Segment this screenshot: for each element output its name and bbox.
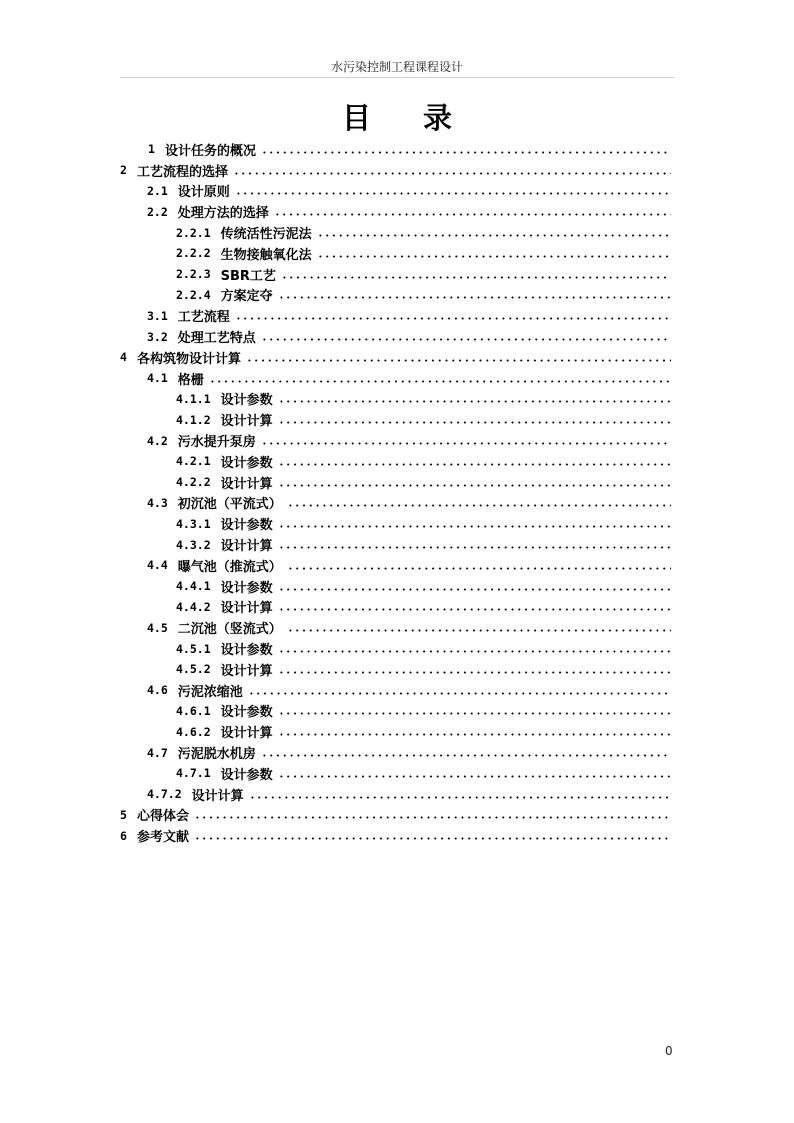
- toc-dot-leader: [287, 504, 671, 507]
- toc-entry-title: 二沉池（竖流式）: [177, 622, 282, 638]
- toc-entry[interactable]: [120, 721, 671, 742]
- toc-entry-title: 设计参数: [220, 455, 273, 471]
- toc-entry-title: 设计计算: [220, 726, 273, 742]
- toc-entry-title: 曝气池（推流式）: [177, 559, 282, 575]
- toc-entry-title: 设计参数: [220, 580, 273, 596]
- toc-entry-title: SBR工艺: [220, 268, 276, 284]
- toc-entry-number: 2.2.4: [176, 287, 211, 302]
- toc-entry-number: 4.3.2: [176, 537, 211, 552]
- toc-entry[interactable]: [120, 784, 671, 805]
- toc-entry-number: 4.1: [147, 371, 168, 386]
- toc-entry-number: 4.4.2: [176, 599, 211, 614]
- toc-entry[interactable]: [120, 576, 671, 597]
- toc-entry-number: 4.7.1: [176, 766, 211, 781]
- toc-entry-number: 4.3.1: [176, 516, 211, 531]
- toc-entry-title: 污泥脱水机房: [177, 747, 256, 762]
- toc-entry-title: 初沉池（平流式）: [177, 497, 282, 513]
- toc-entry-number: 4.2.2: [176, 475, 211, 490]
- toc-entry-number: 2.2.2: [176, 246, 211, 261]
- toc-dot-leader: [209, 380, 671, 383]
- toc-dot-leader: [278, 400, 671, 403]
- toc-entry-number: 4.4: [147, 558, 168, 573]
- toc-entry-number: 4.5.2: [176, 662, 211, 677]
- toc-dot-leader: [194, 837, 671, 840]
- toc-entry[interactable]: [120, 451, 671, 472]
- toc-entry[interactable]: [120, 659, 671, 680]
- toc-entry-title: 设计参数: [220, 767, 273, 783]
- toc-entry[interactable]: [120, 534, 671, 555]
- toc-entry-number: 4.5: [147, 620, 168, 635]
- toc-entry-title: 设计计算: [220, 539, 273, 555]
- toc-entry-number: 2.1: [147, 183, 168, 198]
- toc-entry-number: 2.2: [147, 204, 168, 219]
- toc-entry-number: 4: [120, 350, 127, 365]
- toc-entry[interactable]: [120, 139, 671, 160]
- toc-entry-title: 设计参数: [220, 518, 273, 534]
- toc-entry-title: 污泥浓缩池: [177, 684, 243, 700]
- toc-dot-leader: [261, 442, 671, 445]
- toc-dot-leader: [278, 733, 671, 736]
- toc-entry-title: 设计参数: [220, 643, 273, 659]
- toc-dot-leader: [246, 359, 671, 362]
- toc-dot-leader: [278, 546, 671, 549]
- toc-entry-title: 设计参数: [220, 393, 273, 409]
- toc-entry[interactable]: [120, 701, 671, 722]
- toc-entry[interactable]: [120, 222, 671, 243]
- toc-entry-title: 处理方法的选择: [177, 206, 269, 222]
- toc-entry-number: 4.7.2: [147, 787, 182, 802]
- toc-dot-leader: [235, 317, 671, 320]
- toc-entry[interactable]: [120, 305, 671, 326]
- toc-entry-title: 设计参数: [220, 705, 273, 721]
- toc-entry-number: 3.2: [147, 329, 168, 344]
- toc-dot-leader: [278, 671, 671, 674]
- toc-entry-number: 4.6.2: [176, 724, 211, 739]
- toc-entry[interactable]: [120, 805, 671, 826]
- toc-entry-title: 设计计算: [220, 476, 273, 492]
- toc-entry-title: 传统活性污泥法: [220, 227, 312, 243]
- toc-dot-leader: [278, 775, 671, 778]
- toc-entry[interactable]: [120, 680, 671, 701]
- toc-entry-number: 4.1.2: [176, 412, 211, 427]
- toc-dot-leader: [317, 234, 671, 237]
- page-number: 0: [665, 1044, 673, 1058]
- toc-entry-number: 4.1.1: [176, 391, 211, 406]
- toc-title: 目录: [341, 101, 504, 135]
- toc-entry-title: 设计原则: [177, 185, 230, 201]
- toc-entry-title: 各构筑物设计计算: [136, 351, 241, 367]
- toc-dot-leader: [278, 421, 671, 424]
- running-header: 水污染控制工程课程设计: [330, 60, 463, 74]
- toc-entry[interactable]: [120, 160, 671, 181]
- toc-entry-number: 1: [148, 142, 155, 157]
- toc-entry-number: 4.2: [147, 433, 168, 448]
- toc-entry-number: 4.6.1: [176, 703, 211, 718]
- toc-entry-number: 4.7: [147, 745, 168, 760]
- toc-dot-leader: [278, 525, 671, 528]
- toc-dot-leader: [194, 816, 671, 819]
- toc-dot-leader: [287, 567, 671, 570]
- toc-dot-leader: [233, 172, 671, 175]
- toc-entry[interactable]: [120, 285, 671, 306]
- toc-entry-title: 工艺流程的选择: [136, 164, 228, 180]
- toc-entry-title: 格栅: [177, 372, 204, 388]
- toc-entry-title: 污水提升泵房: [177, 435, 256, 451]
- toc-entry-title: 心得体会: [136, 809, 189, 825]
- toc-dot-leader: [261, 338, 671, 341]
- toc-entry[interactable]: [120, 513, 671, 534]
- toc-entry-number: 4.6: [147, 683, 168, 698]
- toc-entry[interactable]: [120, 347, 671, 368]
- toc-entry-number: 5: [120, 807, 127, 822]
- toc-dot-leader: [261, 151, 671, 154]
- toc-entry-number: 4.3: [147, 495, 168, 510]
- toc-entry-number: 2: [120, 163, 127, 178]
- toc-entry[interactable]: [120, 201, 671, 222]
- toc-dot-leader: [278, 650, 671, 653]
- toc-entry[interactable]: [120, 243, 671, 264]
- header-divider: [120, 77, 674, 78]
- toc-entry[interactable]: [120, 597, 671, 618]
- toc-entry[interactable]: [120, 368, 671, 389]
- toc-dot-leader: [317, 255, 671, 258]
- toc-entry-title: 参考文献: [136, 830, 189, 846]
- toc-entry[interactable]: [120, 617, 671, 638]
- toc-entry[interactable]: [120, 825, 671, 846]
- toc-dot-leader: [281, 276, 671, 279]
- toc-dot-leader: [278, 588, 671, 591]
- toc-entry-number: 4.5.1: [176, 641, 211, 656]
- toc-entry[interactable]: [120, 389, 671, 410]
- toc-entry[interactable]: [120, 555, 671, 576]
- toc-dot-leader: [248, 692, 671, 695]
- toc-entry-title: 设计任务的概况: [164, 143, 256, 159]
- toc-entry[interactable]: [120, 742, 671, 763]
- toc-dot-leader: [274, 213, 671, 216]
- toc-entry-title: 处理工艺特点: [177, 331, 256, 347]
- toc-entry[interactable]: [120, 181, 671, 202]
- toc-entry-number: 6: [120, 828, 127, 843]
- toc-dot-leader: [278, 608, 671, 611]
- toc-entry-number: 4.2.1: [176, 454, 211, 469]
- toc-entry[interactable]: [120, 472, 671, 493]
- toc-dot-leader: [287, 629, 671, 632]
- toc-entry[interactable]: [120, 493, 671, 514]
- table-of-contents: [120, 139, 671, 846]
- toc-entry-title: 设计计算: [191, 788, 244, 804]
- toc-entry-title: 生物接触氧化法: [220, 247, 312, 263]
- toc-entry-number: 2.2.1: [176, 225, 211, 240]
- toc-dot-leader: [249, 796, 671, 799]
- toc-entry[interactable]: [120, 638, 671, 659]
- toc-dot-leader: [278, 484, 671, 487]
- toc-entry[interactable]: [120, 409, 671, 430]
- toc-entry-title: 设计计算: [220, 414, 273, 430]
- toc-entry-title: 工艺流程: [177, 310, 230, 326]
- toc-dot-leader: [278, 296, 671, 299]
- toc-entry[interactable]: [120, 264, 671, 285]
- toc-entry[interactable]: [120, 763, 671, 784]
- toc-entry-title: 方案定夺: [220, 289, 273, 305]
- toc-dot-leader: [278, 712, 671, 715]
- toc-entry-number: 4.4.1: [176, 579, 211, 594]
- toc-entry[interactable]: [120, 430, 671, 451]
- toc-entry-title: 设计计算: [220, 601, 273, 617]
- toc-entry-title: 设计计算: [220, 663, 273, 679]
- toc-entry[interactable]: [120, 326, 671, 347]
- toc-dot-leader: [278, 463, 671, 466]
- toc-dot-leader: [261, 754, 671, 757]
- toc-entry-number: 2.2.3: [176, 267, 211, 282]
- toc-entry-number: 3.1: [147, 308, 168, 323]
- toc-dot-leader: [235, 192, 671, 195]
